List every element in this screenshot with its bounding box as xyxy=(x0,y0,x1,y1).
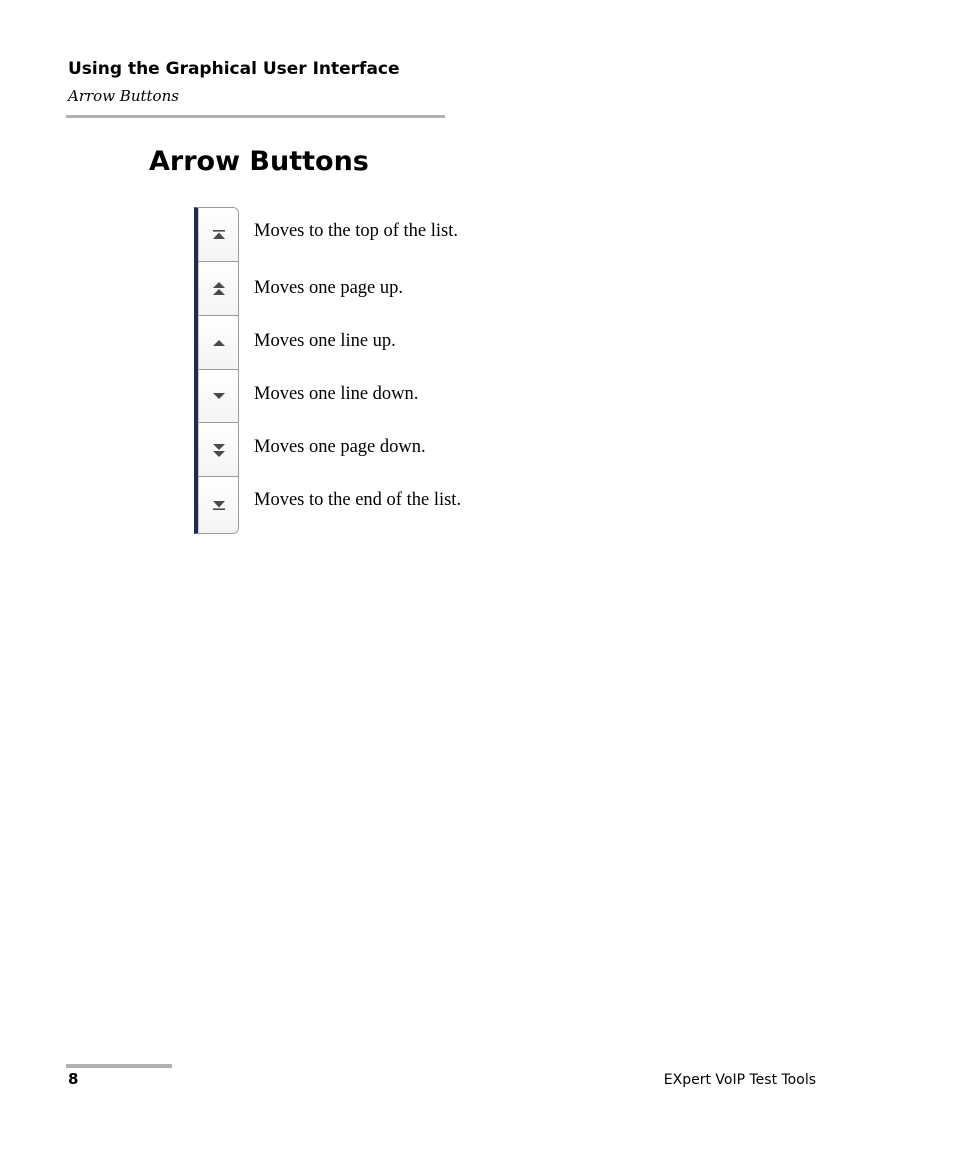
running-head xyxy=(68,58,446,106)
page-down-icon xyxy=(212,442,226,458)
line-up-icon xyxy=(212,338,226,348)
line-up-description: Moves one line up. xyxy=(254,331,396,351)
line-down-icon xyxy=(212,391,226,401)
end-of-list-button[interactable] xyxy=(198,476,238,533)
line-down-description: Moves one line down. xyxy=(254,384,419,404)
line-down-button[interactable] xyxy=(198,369,238,422)
chapter-title: Using the Graphical User Interface xyxy=(68,59,400,79)
end-of-list-description: Moves to the end of the list. xyxy=(254,490,462,510)
section-subtitle: Arrow Buttons xyxy=(68,87,179,105)
top-of-list-button[interactable] xyxy=(198,208,238,261)
header-rule xyxy=(66,115,445,118)
page-up-description: Moves one page up. xyxy=(254,278,403,298)
page-down-description: Moves one page down. xyxy=(254,437,426,457)
end-of-list-icon xyxy=(212,499,226,511)
top-of-list-description: Moves to the top of the list. xyxy=(254,221,458,241)
section-title: Arrow Buttons xyxy=(149,146,369,177)
page-up-button[interactable] xyxy=(198,261,238,315)
footer-rule xyxy=(66,1064,172,1068)
line-up-button[interactable] xyxy=(198,315,238,369)
arrow-button-bar xyxy=(194,207,239,534)
page-up-icon xyxy=(212,281,226,297)
product-name: EXpert VoIP Test Tools xyxy=(663,1072,816,1088)
page-down-button[interactable] xyxy=(198,422,238,476)
page-number: 8 xyxy=(68,1070,79,1088)
top-of-list-icon xyxy=(212,229,226,241)
